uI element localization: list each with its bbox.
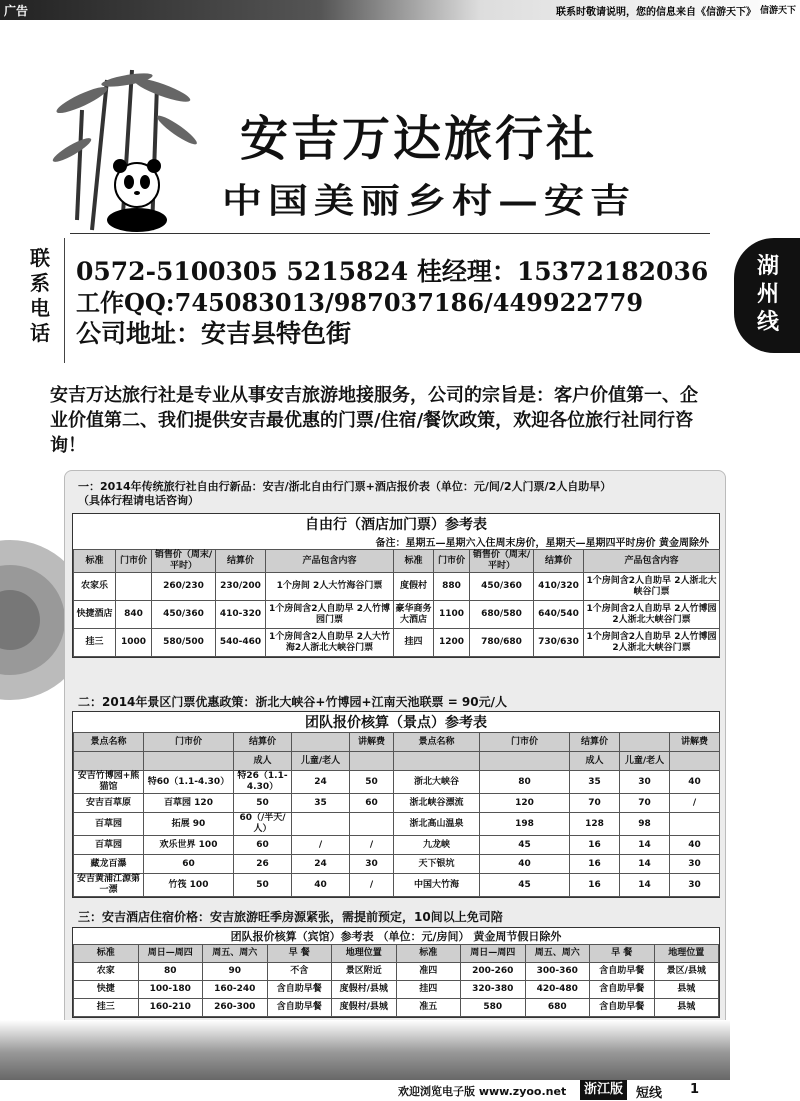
- table-cell: 30: [620, 771, 670, 794]
- table-cell: 度假村: [394, 573, 434, 601]
- table-hotel: [72, 927, 720, 1018]
- footer: [0, 1080, 800, 1100]
- table1-title: 自由行（酒店加门票）参考表: [305, 517, 487, 533]
- table-cell: 128: [570, 813, 620, 836]
- table-row: [74, 963, 719, 981]
- table-cell: 含自助早餐: [590, 963, 655, 981]
- contact-label: 联系电话: [30, 246, 50, 345]
- table-cell: 30: [670, 874, 720, 897]
- table-cell: /: [350, 836, 394, 855]
- table-header: 门市价: [144, 733, 234, 752]
- table-cell: 70: [570, 794, 620, 813]
- table-cell: 35: [292, 794, 350, 813]
- table-cell: 580: [461, 999, 526, 1017]
- table-header: 标准: [396, 945, 461, 963]
- table-cell: 16: [570, 855, 620, 874]
- table-cell: 24: [292, 771, 350, 794]
- table-cell: 50: [350, 771, 394, 794]
- table-cell: 不含: [267, 963, 332, 981]
- table-cell: 50: [234, 874, 292, 897]
- table-cell: 县城: [654, 999, 719, 1017]
- table-cell: 50: [234, 794, 292, 813]
- table-cell: 98: [620, 813, 670, 836]
- table-cell: 730/630: [534, 629, 584, 657]
- table-subheader: [670, 752, 720, 771]
- table-row: [74, 794, 720, 813]
- table-cell: 天下银坑: [394, 855, 480, 874]
- table-cell: 45: [480, 836, 570, 855]
- table-cell: 1200: [434, 629, 470, 657]
- table-cell: 450/360: [152, 601, 216, 629]
- table-header: 销售价（周末/平时）: [470, 550, 534, 573]
- table-header: 销售价（周末/平时）: [152, 550, 216, 573]
- table-cell: /: [350, 874, 394, 897]
- table-header: 门市价: [480, 733, 570, 752]
- contact-qq: 工作QQ:745083013/987037186/449922779: [76, 288, 644, 317]
- table-cell: 450/360: [470, 573, 534, 601]
- table-row: [74, 573, 720, 601]
- table2-title: 团队报价核算（景点）参考表: [305, 715, 487, 731]
- table1: [73, 549, 720, 657]
- table-cell: 198: [480, 813, 570, 836]
- table-cell: 景区/县城: [654, 963, 719, 981]
- table-cell: 24: [292, 855, 350, 874]
- table-cell: 160-240: [203, 981, 268, 999]
- slogan: 中国美丽乡村—安吉: [222, 181, 636, 222]
- table-cell: 含自助早餐: [267, 981, 332, 999]
- table-cell: [670, 813, 720, 836]
- table-subheader: 成人: [234, 752, 292, 771]
- table-subheader: [144, 752, 234, 771]
- table-header: 讲解费: [670, 733, 720, 752]
- table-cell: 540-460: [216, 629, 266, 657]
- table-cell: 九龙峡: [394, 836, 480, 855]
- table-cell: [350, 813, 394, 836]
- table-cell: 百草园: [74, 813, 144, 836]
- table3-title: 团队报价核算（宾馆）参考表 （单位：元/房间） 黄金周节假日除外: [230, 930, 562, 943]
- table-cell: 浙北峡谷漂流: [394, 794, 480, 813]
- table-cell: 欢乐世界 100: [144, 836, 234, 855]
- table-cell: 30: [350, 855, 394, 874]
- table-header: 周五、周六: [525, 945, 590, 963]
- table-cell: 90: [203, 963, 268, 981]
- table-header: 标准: [394, 550, 434, 573]
- table-cell: 680: [525, 999, 590, 1017]
- table-cell: 中国大竹海: [394, 874, 480, 897]
- table-cell: 含自助早餐: [590, 999, 655, 1017]
- table-cell: 拓展 90: [144, 813, 234, 836]
- table-header: 产品包含内容: [266, 550, 394, 573]
- table-cell: 准四: [396, 963, 461, 981]
- table-row: [74, 874, 720, 897]
- table-cell: [292, 813, 350, 836]
- table-cell: 浙北大峡谷: [394, 771, 480, 794]
- table-header: [292, 733, 350, 752]
- table-row: [74, 629, 720, 657]
- table-cell: 百草园: [74, 836, 144, 855]
- contact-address: 公司地址：安吉县特色街: [76, 319, 352, 348]
- source-notice: 联系时敬请说明，您的信息来自《信游天下》: [556, 7, 756, 18]
- footer-edition: 浙江版: [580, 1080, 627, 1100]
- table-cell: 100-180: [138, 981, 203, 999]
- table-cell: 1个房间含2人自助早 2人竹博园门票: [266, 601, 394, 629]
- magazine-logo: 信游天下: [759, 6, 796, 16]
- table-cell: 农家乐: [74, 573, 116, 601]
- table-cell: 浙北高山温泉: [394, 813, 480, 836]
- table-cell: 豪华商务大酒店: [394, 601, 434, 629]
- table-cell: 度假村/县城: [332, 981, 397, 999]
- table-cell: 含自助早餐: [267, 999, 332, 1017]
- table-cell: 竹筏 100: [144, 874, 234, 897]
- table-header: 门市价: [434, 550, 470, 573]
- table-header: 早 餐: [590, 945, 655, 963]
- table-cell: 安吉黄浦江源第一漂: [74, 874, 144, 897]
- table-header: 早 餐: [267, 945, 332, 963]
- table-cell: 安吉百草原: [74, 794, 144, 813]
- table3: [73, 944, 719, 1017]
- table-cell: 特26（1.1-4.30）: [234, 771, 292, 794]
- table-header: 结算价: [534, 550, 584, 573]
- intro-paragraph: [50, 383, 700, 458]
- table-cell: 百草园 120: [144, 794, 234, 813]
- table-cell: /: [292, 836, 350, 855]
- table-header: 周日—周四: [461, 945, 526, 963]
- table-cell: 县城: [654, 981, 719, 999]
- table-cell: 70: [620, 794, 670, 813]
- table-subheader: 儿童/老人: [620, 752, 670, 771]
- table-cell: 200-260: [461, 963, 526, 981]
- table-cell: 160-210: [138, 999, 203, 1017]
- table-header: 地理位置: [654, 945, 719, 963]
- table2: [73, 732, 720, 897]
- table-cell: 40: [670, 771, 720, 794]
- section3-heading: 三：安吉酒店住宿价格：安吉旅游旺季房源紧张，需提前预定，10间以上免司陪: [78, 910, 503, 924]
- top-banner: [0, 0, 800, 20]
- intro-text: 是专业从事安吉旅游地接服务，公司的宗旨是：客户价值第一、企业价值第二、我们提供安吉最优惠的门票/住宿/餐饮政策，欢迎各位旅行社同行咨询！: [50, 385, 698, 456]
- table-cell: 840: [116, 601, 152, 629]
- table-cell: 1个房间含2人自助早 2人浙北大峡谷门票: [584, 573, 720, 601]
- table-header: 产品包含内容: [584, 550, 720, 573]
- table-header: 结算价: [570, 733, 620, 752]
- company-title: 安吉万达旅行社: [240, 111, 598, 167]
- table-cell: 16: [570, 836, 620, 855]
- table-cell: 14: [620, 855, 670, 874]
- table-cell: 640/540: [534, 601, 584, 629]
- table-cell: [116, 573, 152, 601]
- table-cell: 含自助早餐: [590, 981, 655, 999]
- table-cell: 40: [292, 874, 350, 897]
- ad-label: 广告: [4, 4, 29, 18]
- table-cell: 40: [480, 855, 570, 874]
- table-cell: 1个房间含2人自助早 2人竹博园2人浙北大峡谷门票: [584, 601, 720, 629]
- table-cell: 14: [620, 874, 670, 897]
- table-cell: 农家: [74, 963, 139, 981]
- table-cell: 60: [144, 855, 234, 874]
- table-header: 标准: [74, 945, 139, 963]
- table-subheader: [394, 752, 480, 771]
- table-scenic: [72, 711, 720, 898]
- table-cell: 420-480: [525, 981, 590, 999]
- table-row: [74, 981, 719, 999]
- table-cell: 1个房间含2人自助早 2人大竹海2人浙北大峡谷门票: [266, 629, 394, 657]
- table-cell: 14: [620, 836, 670, 855]
- table-subheader: [480, 752, 570, 771]
- table-cell: 景区附近: [332, 963, 397, 981]
- table-cell: 准五: [396, 999, 461, 1017]
- page-number: 1: [690, 1082, 700, 1097]
- table-header: 景点名称: [74, 733, 144, 752]
- table-header: 地理位置: [332, 945, 397, 963]
- table-cell: 880: [434, 573, 470, 601]
- intro-company: 安吉万达旅行社: [50, 385, 176, 406]
- table-header: 标准: [74, 550, 116, 573]
- table-subheader: [74, 752, 144, 771]
- table-row: [74, 836, 720, 855]
- section1-heading: 一：2014年传统旅行社自由行新品：安吉/浙北自由行门票+酒店报价表（单位：元/间/2人门票/2人自助早）: [78, 480, 612, 493]
- table-cell: 320-380: [461, 981, 526, 999]
- table-cell: 1个房间 2人大竹海谷门票: [266, 573, 394, 601]
- table-cell: 藏龙百瀑: [74, 855, 144, 874]
- divider-vertical: [64, 238, 65, 363]
- footer-website[interactable]: 欢迎浏览电子版 www.zyoo.net: [398, 1085, 567, 1098]
- table-header: 讲解费: [350, 733, 394, 752]
- section2-heading: 二：2014年景区门票优惠政策：浙北大峡谷+竹博园+江南天池联票 = 90元/人: [78, 695, 508, 709]
- table-cell: 80: [138, 963, 203, 981]
- table-cell: 45: [480, 874, 570, 897]
- table-cell: 410/320: [534, 573, 584, 601]
- table-cell: 快捷酒店: [74, 601, 116, 629]
- table-cell: 260/230: [152, 573, 216, 601]
- section1-subheading: （具体行程请电话咨询）: [78, 494, 199, 507]
- table-cell: 60: [234, 836, 292, 855]
- table-cell: 410-320: [216, 601, 266, 629]
- table-cell: 挂四: [394, 629, 434, 657]
- table-cell: 16: [570, 874, 620, 897]
- table-header: [620, 733, 670, 752]
- table-cell: 680/580: [470, 601, 534, 629]
- contact-phone: 0572-5100305 5215824 桂经理：15372182036: [76, 257, 709, 286]
- table-cell: 1100: [434, 601, 470, 629]
- region-tab-label: 湖州线: [756, 253, 779, 335]
- table-cell: 30: [670, 855, 720, 874]
- table-cell: 780/680: [470, 629, 534, 657]
- table-cell: 1000: [116, 629, 152, 657]
- table-cell: 挂四: [396, 981, 461, 999]
- panda-bamboo-logo: [52, 60, 202, 235]
- table-row: [74, 999, 719, 1017]
- table-header: 门市价: [116, 550, 152, 573]
- table-cell: 度假村/县城: [332, 999, 397, 1017]
- table-cell: 580/500: [152, 629, 216, 657]
- table-cell: 35: [570, 771, 620, 794]
- table-cell: 230/200: [216, 573, 266, 601]
- table-cell: 特60（1.1-4.30）: [144, 771, 234, 794]
- table-header: 周五、周六: [203, 945, 268, 963]
- table-subheader: 成人: [570, 752, 620, 771]
- page-body: [0, 20, 730, 1080]
- table-cell: 60（/半天/人）: [234, 813, 292, 836]
- table-header: 结算价: [234, 733, 292, 752]
- region-tab: [734, 238, 800, 353]
- table-cell: 260-300: [203, 999, 268, 1017]
- table-cell: 快捷: [74, 981, 139, 999]
- table-cell: 60: [350, 794, 394, 813]
- table-cell: 安吉竹博园+熊猫馆: [74, 771, 144, 794]
- table-cell: 26: [234, 855, 292, 874]
- table-row: [74, 771, 720, 794]
- table-cell: /: [670, 794, 720, 813]
- table-row: [74, 813, 720, 836]
- table-cell: 300-360: [525, 963, 590, 981]
- table-subheader: [350, 752, 394, 771]
- table-cell: 挂三: [74, 629, 116, 657]
- table-header: 景点名称: [394, 733, 480, 752]
- table-row: [74, 855, 720, 874]
- table-cell: 挂三: [74, 999, 139, 1017]
- table-subheader: 儿童/老人: [292, 752, 350, 771]
- table-hotel-ticket: [72, 513, 720, 658]
- table-header: 周日—周四: [138, 945, 203, 963]
- table-cell: 120: [480, 794, 570, 813]
- table-row: [74, 601, 720, 629]
- table1-note: 备注：星期五—星期六入住周末房价，星期天—星期四平时房价 黄金周除外: [375, 538, 709, 549]
- table-cell: 40: [670, 836, 720, 855]
- table-cell: 1个房间含2人自助早 2人竹博园2人浙北大峡谷门票: [584, 629, 720, 657]
- table-header: 结算价: [216, 550, 266, 573]
- table-cell: 80: [480, 771, 570, 794]
- divider: [70, 233, 710, 234]
- footer-section: 短线: [636, 1086, 663, 1101]
